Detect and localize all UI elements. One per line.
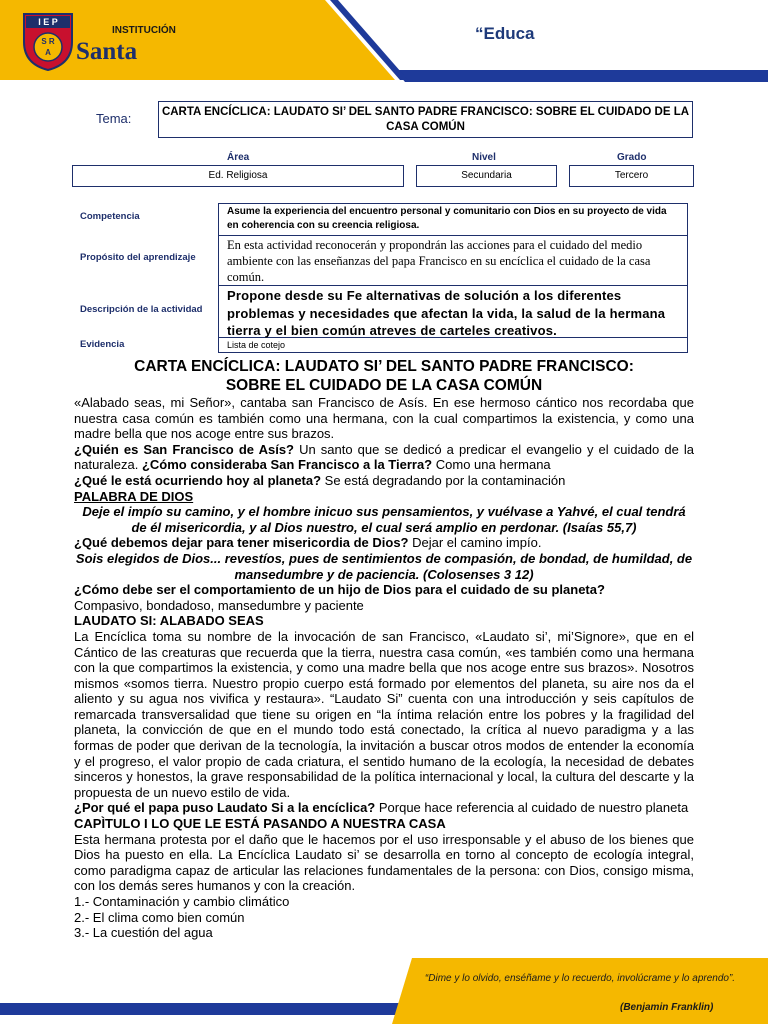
evidencia-value: Lista de cotejo	[227, 340, 286, 350]
motto-text: “Educa	[475, 24, 535, 43]
answer-2: Como una hermana	[432, 457, 551, 473]
heading-capitulo-1: CAPÌTULO I LO QUE LE ESTÁ PASANDO A NUESTRA CASA	[74, 816, 446, 832]
institution-label: INSTITUCIÓN	[112, 25, 176, 36]
tema-value: CARTA ENCÍCLICA: LAUDATO SI’ DEL SANTO PADRE FRANCISCO: SOBRE EL CUIDADO DE LA CASA COMÚN	[158, 101, 693, 138]
bible-quote-2: Sois elegidos de Dios... revestíos, pues de sentimientos de compasión, de bondad, de humildad, de mansedumbre y de paciencia. (Colosenses 3 12)	[75, 550, 693, 582]
footer-quote: “Dime y lo olvido, enséñame y lo recuerdo, involúcrame y lo aprendo”.	[424, 973, 736, 984]
qa-block-3	[74, 473, 694, 489]
question-2: ¿Cómo consideraba San Francisco a la Tierra?	[141, 457, 433, 473]
question-6: ¿Por qué el papa puso Laudato Si a la encíclica?	[74, 800, 376, 816]
header	[0, 0, 768, 80]
qa-block-6	[74, 800, 694, 816]
answer-3: Se está degradando por la contaminación	[321, 472, 566, 488]
proposito-value: En esta actividad reconocerán y propondrán las acciones para el cuidado del medio ambiente con las enseñanzas del papa Francisco en su encíclica el cuidado de la casa común.	[219, 236, 687, 286]
descripcion-value: Propone desde su Fe alternativas de solución a los diferentes problemas y necesidades que afectan la vida, la salud de la hermana tierra y el bien común atreves de carteles creativos.	[219, 286, 687, 338]
footer-bar	[0, 1003, 400, 1015]
heading-palabra-de-dios: PALABRA DE DIOS	[74, 488, 194, 504]
answer-1: Un santo que se dedicó a predicar el evangelio y el cuidado de la naturaleza.	[74, 441, 695, 473]
competencia-value: Asume la experiencia del encuentro personal y comunitario con Dios en su proyecto de vida en coherencia con su creencia religiosa.	[219, 204, 687, 236]
list-item: 1.- Contaminación y cambio climático	[74, 894, 290, 909]
area-label: Área	[227, 152, 250, 163]
competencia-label: Competencia	[80, 211, 140, 222]
area-value: Ed. Religiosa	[72, 165, 404, 187]
list-item: 2.- El clima como bien común	[74, 909, 245, 925]
qa-block-1	[74, 442, 694, 473]
intro-paragraph: «Alabado seas, mi Señor», cantaba san Francisco de Asís. En ese hermoso cántico nos recordaba que nuestra casa común es también como una hermana, con la cual compartimos la existencia, y como una madre bella que nos acoge entre sus brazos.	[74, 395, 694, 442]
capitulo-paragraph: Esta hermana protesta por el daño que le hacemos por el uso irresponsable y el abuso de los bienes que Dios ha puesto en ella. La Encíclica Laudato si’ se desarrolla en torno al concepto de ecología integral, como paradigma capaz de articular las relaciones fundamentales de la persona: con Dios, consigo misma, con los demás seres humanos y con la creación.	[74, 831, 694, 894]
answer-6: Porque hace referencia al cuidado de nuestro planeta	[375, 800, 689, 816]
tema-label: Tema:	[96, 111, 132, 126]
grado-value: Tercero	[569, 165, 694, 187]
main-content	[74, 395, 694, 941]
school-name: Santa	[76, 38, 138, 65]
svg-text:A: A	[45, 48, 51, 57]
main-title-line2: SOBRE EL CUIDADO DE LA CASA COMÚN	[225, 377, 543, 394]
nivel-value: Secundaria	[416, 165, 557, 187]
laudato-paragraph: La Encíclica toma su nombre de la invocación de san Francisco, «Laudato si’, mi’Signore», que en el Cántico de las creaturas que recuerda que la tierra, nuestra casa común, «es también como una hermana con la que compartimos la existencia, y como una madre bella que nos acoge entre sus brazos». Nosotros mismos «somos tierra. Nuestro propio cuerpo está formado por elementos del planeta, su aire nos da el aliento y su agua nos vivifica y restaura». “Laudato Si” cuenta con una introducción y seis capítulos de remarcada transversalidad que tiene su origen en “la íntima relación entre los pobres y la fragilidad del planeta, la convicción de que en el mundo todo está conectado, la crítica al nuevo paradigma y a las formas de poder que derivan de la tecnología, la invitación a buscar otros modos de entender la economía y el progreso, el valor propio de cada criatura, el sentido humano de la ecología, la necesidad de debates sinceros y honestos, la grave responsabilidad de la política internacional y local, la cultura del descarte y la propuesta de un nuevo estilo de vida.	[74, 628, 694, 800]
proposito-label: Propósito del aprendizaje	[80, 252, 196, 263]
question-3: ¿Qué le está ocurriendo hoy al planeta?	[74, 472, 322, 488]
answer-4: Dejar el camino impío.	[408, 535, 542, 551]
descripcion-label: Descripción de la actividad	[80, 304, 203, 315]
school-shield-logo	[22, 12, 74, 72]
question-1: ¿Quién es San Francisco de Asís?	[74, 441, 294, 457]
svg-text:I E P: I E P	[38, 17, 58, 27]
main-title	[70, 357, 698, 395]
qa-block-4	[74, 535, 694, 551]
nivel-label: Nivel	[472, 152, 496, 163]
svg-text:S R: S R	[41, 37, 55, 46]
bible-quote-1: Deje el impío su camino, y el hombre inicuo sus pensamientos, y vuélvase a Yahvé, el cual tendrá de él misericordia, y al Dios nuestro, el cual será amplio en perdonar. (Isaías 55,7)	[82, 504, 686, 535]
evidencia-label: Evidencia	[80, 339, 125, 350]
grado-label: Grado	[617, 152, 647, 163]
main-title-line1: CARTA ENCÍCLICA: LAUDATO SI’ DEL SANTO PADRE FRANCISCO:	[134, 358, 634, 375]
footer-author: (Benjamin Franklin)	[620, 1002, 714, 1013]
info-grid	[218, 203, 688, 353]
question-4: ¿Qué debemos dejar para tener misericordia de Dios?	[74, 535, 409, 551]
question-5: ¿Cómo debe ser el comportamiento de un hijo de Dios para el cuidado de su planeta?	[74, 582, 605, 598]
list-item: 3.- La cuestión del agua	[74, 925, 213, 941]
footer-decoration	[392, 958, 768, 1024]
heading-laudato-si: LAUDATO SI: ALABADO SEAS	[74, 613, 264, 629]
answer-5: Compasivo, bondadoso, mansedumbre y paciente	[74, 597, 364, 613]
